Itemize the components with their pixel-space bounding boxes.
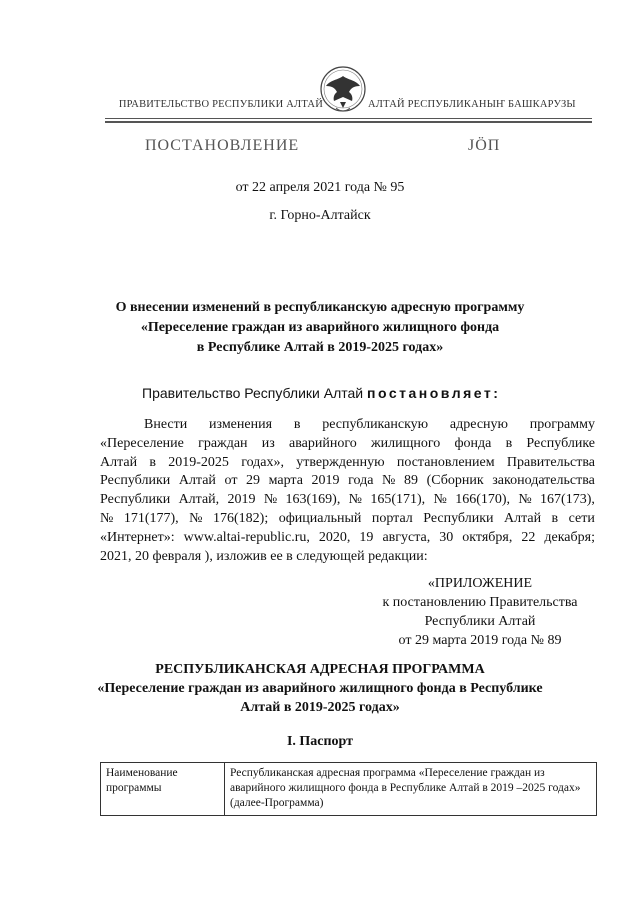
body-word: 2020, <box>318 529 351 545</box>
appendix-line: к постановлению Правительства <box>382 595 578 610</box>
body-word: № <box>189 510 203 526</box>
body-word: Алтай <box>178 473 216 489</box>
body-word: № <box>348 492 363 508</box>
body-word: № <box>263 492 278 508</box>
coat-of-arms-icon <box>318 64 368 118</box>
government-name-russian: ПРАВИТЕЛЬСТВО РЕСПУБЛИКИ АЛТАЙ <box>118 99 323 110</box>
body-word: от <box>224 473 238 489</box>
body-word: 163(169), <box>285 492 341 508</box>
body-paragraph <box>100 416 595 566</box>
appendix-line: «ПРИЛОЖЕНИЕ <box>427 576 533 591</box>
decree-date: от 22 апреля 2021 года № 95 <box>235 180 405 195</box>
body-word: октября, <box>462 529 513 545</box>
body-word: адресную <box>449 417 508 432</box>
decree-label-altai: ЈӦП <box>468 137 501 154</box>
body-word: № <box>382 473 396 489</box>
body-line <box>100 491 595 510</box>
body-word: республиканскую <box>322 417 429 432</box>
body-word: в <box>293 417 301 432</box>
appendix-reference <box>360 574 600 650</box>
header-divider-thick <box>105 121 592 123</box>
body-word: Алтай, <box>178 492 220 508</box>
body-word: официальный <box>278 510 362 526</box>
body-word: декабря; <box>544 529 595 545</box>
decree-label-russian: ПОСТАНОВЛЕНИЕ <box>145 137 300 154</box>
body-word: граждан <box>198 435 248 451</box>
program-title-line: «Переселение граждан из аварийного жилищного фонда в Республике <box>97 681 543 696</box>
preamble <box>142 385 500 401</box>
body-word: Алтай <box>100 454 138 470</box>
body-word: www.altai-republic.ru, <box>183 529 310 545</box>
body-line <box>100 454 595 473</box>
body-word: Республики <box>100 492 171 508</box>
body-word: Внести <box>144 417 188 432</box>
body-word: Республике <box>526 435 595 451</box>
body-word: 2019 <box>227 492 256 508</box>
body-word: Алтай <box>503 510 542 526</box>
body-word: 165(171), <box>370 492 426 508</box>
body-word: 89 <box>404 473 418 489</box>
body-word: № <box>433 492 447 508</box>
appendix-line: Республики Алтай <box>424 614 536 629</box>
program-title-line: РЕСПУБЛИКАНСКАЯ АДРЕСНАЯ ПРОГРАММА <box>155 662 485 677</box>
body-word: в <box>149 454 156 470</box>
title-line: в Республике Алтай в 2019-2025 годах» <box>196 340 444 355</box>
body-word: года <box>348 473 374 489</box>
table-cell-label: Наименование программы <box>101 763 225 816</box>
body-word: сети <box>568 510 595 526</box>
body-line <box>100 510 595 529</box>
decree-city: г. Горно-Алтайск <box>269 208 371 223</box>
body-line <box>100 435 595 454</box>
body-word: Правительства <box>506 454 595 470</box>
document-title <box>0 298 640 358</box>
body-word: законодательства <box>492 473 595 489</box>
body-line: 2021, 20 февраля ), изложив ее в следующей редакции: <box>100 548 428 564</box>
body-word: 30 <box>439 529 454 545</box>
preamble-subject: Правительство Республики Алтай <box>142 385 364 401</box>
body-word: 167(173), <box>540 492 595 508</box>
title-line: «Переселение граждан из аварийного жилищного фонда <box>140 320 500 335</box>
body-word: марта <box>268 473 303 489</box>
body-word: 19 <box>359 529 374 545</box>
body-word: № <box>518 492 532 508</box>
body-word: 171(177), <box>123 510 179 526</box>
body-word: из <box>261 435 275 451</box>
program-title <box>0 660 640 717</box>
program-title-line: Алтай в 2019-2025 годах» <box>240 700 400 715</box>
header-divider <box>105 118 592 119</box>
preamble-verb: постановляет: <box>367 385 501 401</box>
body-word: Республики <box>423 510 494 526</box>
body-word: постановлением <box>396 454 495 470</box>
body-word: августа, <box>382 529 431 545</box>
body-word: № <box>100 510 114 526</box>
body-word: портал <box>371 510 413 526</box>
body-word: фонда <box>454 435 492 451</box>
body-word: Республики <box>100 473 171 489</box>
title-line: О внесении изменений в республиканскую адресную программу <box>115 300 525 315</box>
body-word: утвержденную <box>296 454 385 470</box>
body-line <box>100 472 595 491</box>
section-heading: I. Паспорт <box>286 734 354 749</box>
body-line <box>100 416 595 435</box>
body-word: 176(182); <box>213 510 269 526</box>
passport-table <box>100 762 597 816</box>
table-cell-value: Республиканская адресная программа «Переселение граждан из аварийного жилищного фонда в Республике Алтай в 2019 –2025 годах» (далее-Программа) <box>225 763 597 816</box>
body-word: в <box>505 435 513 451</box>
body-word: (Сборник <box>426 473 484 489</box>
body-word: «Интернет»: <box>100 529 175 545</box>
body-word: 166(170), <box>455 492 511 508</box>
body-word: в <box>551 510 559 526</box>
body-word: 22 <box>521 529 536 545</box>
body-word: жилищного <box>370 435 441 451</box>
appendix-line: от 29 марта 2019 года № 89 <box>398 633 562 648</box>
body-word: аварийного <box>289 435 357 451</box>
body-word: годах», <box>241 454 285 470</box>
government-name-altai: АЛТАЙ РЕСПУБЛИКАНЫҤ БАШКАРУЗЫ <box>368 99 576 110</box>
table-row <box>101 763 597 816</box>
body-word: изменения <box>209 417 273 432</box>
body-line <box>100 529 595 548</box>
body-word: 29 <box>246 473 261 489</box>
body-word: «Переселение <box>100 435 184 451</box>
body-word: 2019 <box>311 473 340 489</box>
body-word: программу <box>529 417 595 432</box>
body-word: 2019-2025 <box>168 454 229 470</box>
